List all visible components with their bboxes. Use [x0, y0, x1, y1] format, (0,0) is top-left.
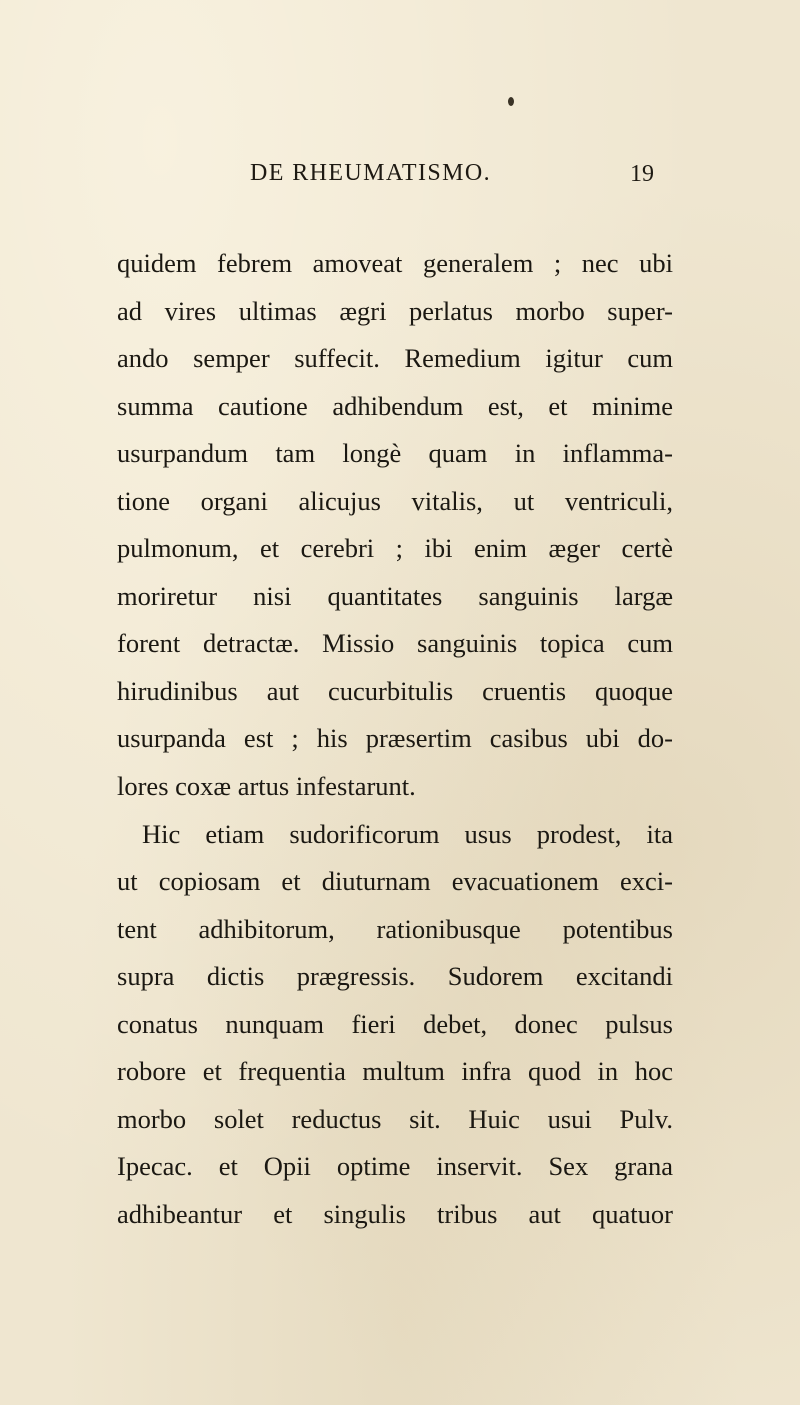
text-line: robore et frequentia multum infra quod in hoc	[117, 1056, 673, 1087]
text-line: tent adhibitorum, rationibusque potentibus	[117, 913, 673, 944]
text-line: tione organi alicujus vitalis, ut ventriculi,	[117, 485, 673, 516]
text-line: morbo solet reductus sit. Huic usui Pulv.	[117, 1103, 673, 1134]
running-head	[0, 160, 800, 194]
text-line: ad vires ultimas ægri perlatus morbo super-	[117, 295, 673, 326]
text-line: ando semper suffecit. Remedium igitur cum	[117, 343, 673, 374]
ink-mark	[508, 97, 514, 106]
text-line: hirudinibus aut cucurbitulis cruentis quoque	[117, 675, 673, 706]
text-line: pulmonum, et cerebri ; ibi enim æger certè	[117, 533, 673, 564]
text-line: forent detractæ. Missio sanguinis topica cum	[117, 628, 673, 659]
text-line: adhibeantur et singulis tribus aut quatuor	[117, 1198, 673, 1229]
paragraph-start-line: Hic etiam sudorificorum usus prodest, ita	[142, 818, 673, 849]
text-line: ut copiosam et diuturnam evacuationem exci-	[117, 866, 673, 897]
text-line: quidem febrem amoveat generalem ; nec ubi	[117, 248, 673, 278]
text-line: usurpandum tam longè quam in inflamma-	[117, 438, 673, 469]
text-line: Ipecac. et Opii optime inservit. Sex grana	[117, 1151, 673, 1182]
text-line: supra dictis prægressis. Sudorem excitandi	[117, 961, 673, 992]
running-title: DE RHEUMATISMO.	[250, 160, 492, 186]
paragraph-end-line: lores coxæ artus infestarunt.	[117, 771, 416, 802]
page-number: 19	[630, 161, 654, 187]
body-text	[117, 240, 673, 1238]
text-line: conatus nunquam fieri debet, donec pulsus	[117, 1008, 673, 1039]
text-line: usurpanda est ; his præsertim casibus ubi do-	[117, 723, 673, 754]
text-line: summa cautione adhibendum est, et minime	[117, 390, 673, 421]
text-line: moriretur nisi quantitates sanguinis largæ	[117, 580, 673, 611]
